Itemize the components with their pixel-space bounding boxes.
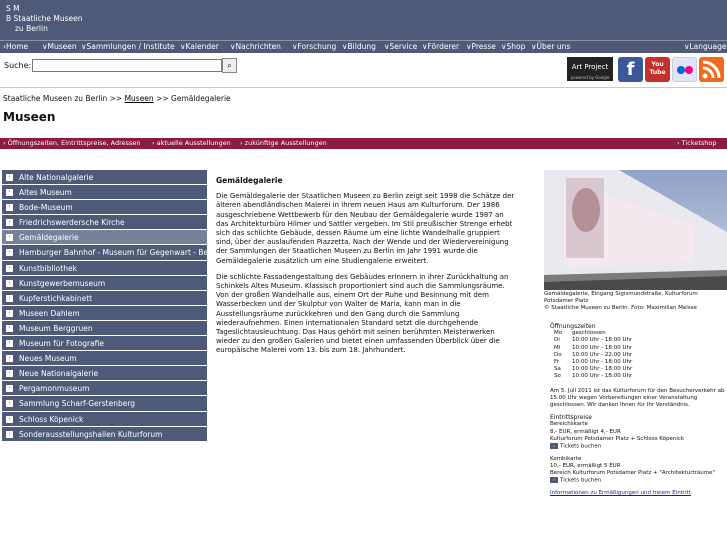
menu-item[interactable] [2,200,207,215]
breadcrumb-root[interactable]: Staatliche Museen zu Berlin >> [3,94,125,103]
hours-time: 10:00 Uhr - 18:00 Uhr [572,366,633,373]
hours-row [554,337,727,344]
menu-item-label: Alte Nationalgalerie [19,173,94,182]
book-tickets-link-2[interactable] [550,477,727,485]
breadcrumb-museen-link[interactable]: Museen [124,94,154,103]
arrow-right-icon: › [6,280,13,287]
menu-item[interactable] [2,396,207,411]
menu-item[interactable] [2,366,207,381]
art-project-label: Art Project [571,63,609,71]
arrow-right-icon: › [6,204,13,211]
menu-item-label: Sonderausstellungshallen Kulturforum [19,429,163,439]
rss-icon[interactable] [699,57,724,82]
arrow-right-icon: › [6,265,13,272]
book-tickets-label-2: Tickets buchen [560,477,602,484]
menu-item[interactable] [2,276,207,291]
nav-sammlungen[interactable]: ∨Sammlungen / Institute [81,42,175,51]
menu-item-label: Sammlung Scharf-Gerstenberg [19,399,136,409]
menu-item[interactable] [2,230,207,245]
logo-line-2: B Staatliche Museen [6,14,83,23]
breadcrumb [3,94,231,103]
museum-photo [544,170,727,290]
nav-museen[interactable]: ∨Museen [42,42,77,51]
hours-time: 10:00 Uhr - 18:00 Uhr [572,373,633,380]
sub-nav [0,138,727,149]
menu-item[interactable] [2,185,207,200]
arrow-right-icon: › [6,340,13,347]
hours-row [554,345,727,352]
menu-item-label: Hamburger Bahnhof - Museum für Gegenwart - Berlin [19,248,221,258]
search-bar [0,53,727,88]
arrow-right-icon: › [6,295,13,302]
hours-row [554,330,727,337]
breadcrumb-current: >> Gemäldegalerie [153,94,231,103]
hours-time: 10:00 Uhr - 22:00 Uhr [572,351,633,358]
hours-time: 10:00 Uhr - 18:00 Uhr [572,337,633,344]
hours-day: Di [554,337,560,344]
hours-day: Sa [554,366,561,373]
hours-day: So [554,373,561,380]
arrow-right-icon: › [6,249,13,256]
arrow-right-icon: › [6,385,13,392]
content-heading: Gemäldegalerie [216,176,283,185]
arrow-right-icon: › [6,370,13,377]
arrow-right-icon: › [6,189,13,196]
menu-item[interactable] [2,427,207,442]
subnav-zukuenftige[interactable]: › zukünftige Ausstellungen [240,139,327,147]
smb-logo[interactable] [6,4,83,34]
book-tickets-label-1: Tickets buchen [560,443,602,450]
menu-item[interactable] [2,215,207,230]
arrow-right-icon: › [6,325,13,332]
arrow-right-icon: › [6,400,13,407]
photo-credit: © Staatliche Museen zu Berlin. Foto: Maximilian Meisse [544,305,697,311]
menu-item-label: Neues Museum [19,354,77,364]
menu-item[interactable] [2,412,207,427]
hours-time: 10:00 Uhr - 18:00 Uhr [572,344,633,351]
arrow-right-icon: › [6,416,13,423]
menu-item[interactable] [2,351,207,366]
hours-title: Öffnungszeiten [550,323,596,330]
subnav-aktuelle[interactable]: › aktuelle Ausstellungen [152,139,231,147]
arrow-right-icon: › [6,234,13,241]
menu-item[interactable] [2,291,207,306]
hours-row [554,352,727,359]
page-title: Museen [3,110,56,124]
hours-day: Mi [554,344,561,351]
menu-item[interactable] [2,261,207,276]
hours-time: geschlossen [572,330,606,337]
menu-item[interactable] [2,170,207,185]
prices-title: Eintrittspreise [550,414,592,422]
search-input[interactable] [32,59,222,72]
search-button[interactable] [222,58,237,73]
logo-line-1: S M [6,4,20,13]
nav-ueber-uns[interactable]: ∨Über uns [531,42,571,51]
combo-ticket-desc: Bereich Kulturforum Potsdamer Platz + "Architekturträume" [550,470,715,477]
photo-caption-text: Gemäldegalerie, Eingang Sigismundstraße, Kulturforum Potsdamer Platz [544,291,698,304]
search-label: Suche: [4,61,32,70]
menu-item[interactable] [2,306,207,321]
menu-item[interactable] [2,336,207,351]
menu-item[interactable] [2,321,207,336]
menu-item-label: Friedrichswerdersche Kirche [19,218,125,228]
nav-forschung[interactable]: ∨Forschung [292,42,337,51]
arrow-right-icon: › [6,431,13,438]
area-ticket-desc: Kulturforum Potsdamer Platz + Schloss Köpenick [550,435,685,442]
menu-item[interactable] [2,381,207,396]
art-project-sub: powered by Google [570,75,610,80]
nav-foerderer[interactable]: ∨Förderer [422,42,460,51]
area-ticket-price: 8,- EUR, ermäßigt 4,- EUR [550,428,621,435]
menu-item-label: Bode-Museum [19,203,73,213]
opening-hours [554,330,727,380]
search-icon: ⌕ [227,61,232,70]
hours-row [554,373,727,380]
menu-item-label: Gemäldegalerie [19,233,79,243]
arrow-right-icon: › [6,355,13,362]
menu-item-label: Neue Nationalgalerie [19,369,99,379]
arrow-right-icon: › [550,477,558,483]
flickr-icon[interactable] [672,57,697,82]
discount-info-link[interactable]: Informationen zu Ermäßigungen und freiem Eintritt [550,490,691,497]
youtube-icon[interactable]: You Tube [645,57,670,82]
nav-kalender[interactable]: ∨Kalender [180,42,219,51]
subnav-ticketshop[interactable]: › Ticketshop [677,139,717,147]
nav-service[interactable]: ∨Service [384,42,418,51]
nav-bildung[interactable]: ∨Bildung [342,42,376,51]
menu-item-label: Altes Museum [19,188,72,198]
hours-day: Do [554,351,562,358]
combo-ticket-price: 10,- EUR, ermäßigt 5 EUR [550,462,621,469]
header-bar [0,0,727,40]
area-ticket-title: Bereichskarte [550,421,588,428]
combo-ticket-title: Kombikarte [550,455,582,462]
menu-item-label: Museum für Fotografie [19,339,104,349]
nav-home[interactable]: ›Home [3,42,29,51]
museum-menu [2,170,221,442]
art-project-link[interactable] [567,57,613,81]
hours-row [554,366,727,373]
content-paragraph-1: Die Gemäldegalerie der Staatlichen Museen zu Berlin zeigt seit 1998 die Schätze der älteren abendländischen Malerei in ihrem neuen Haus am Kulturforum. Der 1986 ausgeschriebene Wettbewerb für den Neubau der Gemäldegalerie wurde 1987 an das Architekturbüro Hilmer und Sattler vergeben. Im Stil preußischer Strenge erhebt sich das schlichte Gebäude, dessen Räume um eine lichte Wandelhalle gruppiert sind, über der auslaufenden Piazzetta. Nach der Wende und der Wiedervereinigung der Sammlungen der Staatlichen Museen zu Berlin im Jahr 1991 wurde die Gemäldegalerie zusätzlich um eine Studiengalerie erweitert. [216,192,515,265]
menu-item-label: Pergamonmuseum [19,384,90,394]
hours-row [554,359,727,366]
menu-item-label: Kupferstichkabinett [19,293,93,303]
menu-item-label: Kunstgewerbemuseum [19,278,106,288]
hours-day: Fr [554,359,560,366]
facebook-icon[interactable]: f [618,57,643,82]
menu-item-label: Kunstbibliothek [19,263,77,273]
logo-line-3: zu Berlin [15,24,48,33]
menu-item-label: Museum Berggruen [19,323,93,333]
menu-item[interactable] [2,245,221,260]
arrow-right-icon: › [6,219,13,226]
main-content [216,176,518,363]
content-paragraph-2: Die schlichte Fassadengestaltung des Gebäudes erinnern in ihrer Zurückhaltung an Schinkels Altes Museum. Klassisch proportioniert sind auch die Sammlungsräume. Von der großen Wandelhalle aus, einem Ort der Ruhe und Besinnung mit dem Wasserbecken und der Skulptur von Walter de Maria, kann man in die Ausstellungsräume zurückkehren und den Gang durch die Sammlung wiederaufnehmen. Einen internationalen Standard setzt die durchgehende Tageslichtausleuchtung. Das Haus gehört mit seinen berühmten Meisterwerken wieder zu den großen Galerien und bietet einen umfassenden Überblick über die europäische Malerei vom 13. bis zum 18. Jahrhundert. [216,272,509,355]
photo-caption [544,291,727,312]
info-sidebar [550,323,727,497]
nav-language[interactable]: ∨Language [684,42,727,51]
book-tickets-link-1[interactable] [550,443,727,451]
closure-notice: Am 5. Juli 2011 ist das Kulturforum für den Besucherverkehr ab 15.00 Uhr wegen Vorbereitungen einer Veranstaltung geschlossen. Wir danken Ihnen für Ihr Verständnis. [550,387,725,409]
menu-item-label: Schloss Köpenick [19,414,84,424]
main-nav [0,40,727,53]
arrow-right-icon: › [550,443,558,449]
arrow-right-icon: › [6,310,13,317]
subnav-oeffnungszeiten[interactable]: › Öffnungszeiten, Eintrittspreise, Adressen [3,139,141,147]
hours-day: Mo [554,330,563,337]
nav-presse[interactable]: ∨Presse [466,42,496,51]
menu-item-label: Museen Dahlem [19,308,80,318]
nav-shop[interactable]: ∨Shop [501,42,526,51]
nav-nachrichten[interactable]: ∨Nachrichten [230,42,281,51]
hours-time: 10:00 Uhr - 18:00 Uhr [572,359,633,366]
arrow-right-icon: › [6,174,13,181]
